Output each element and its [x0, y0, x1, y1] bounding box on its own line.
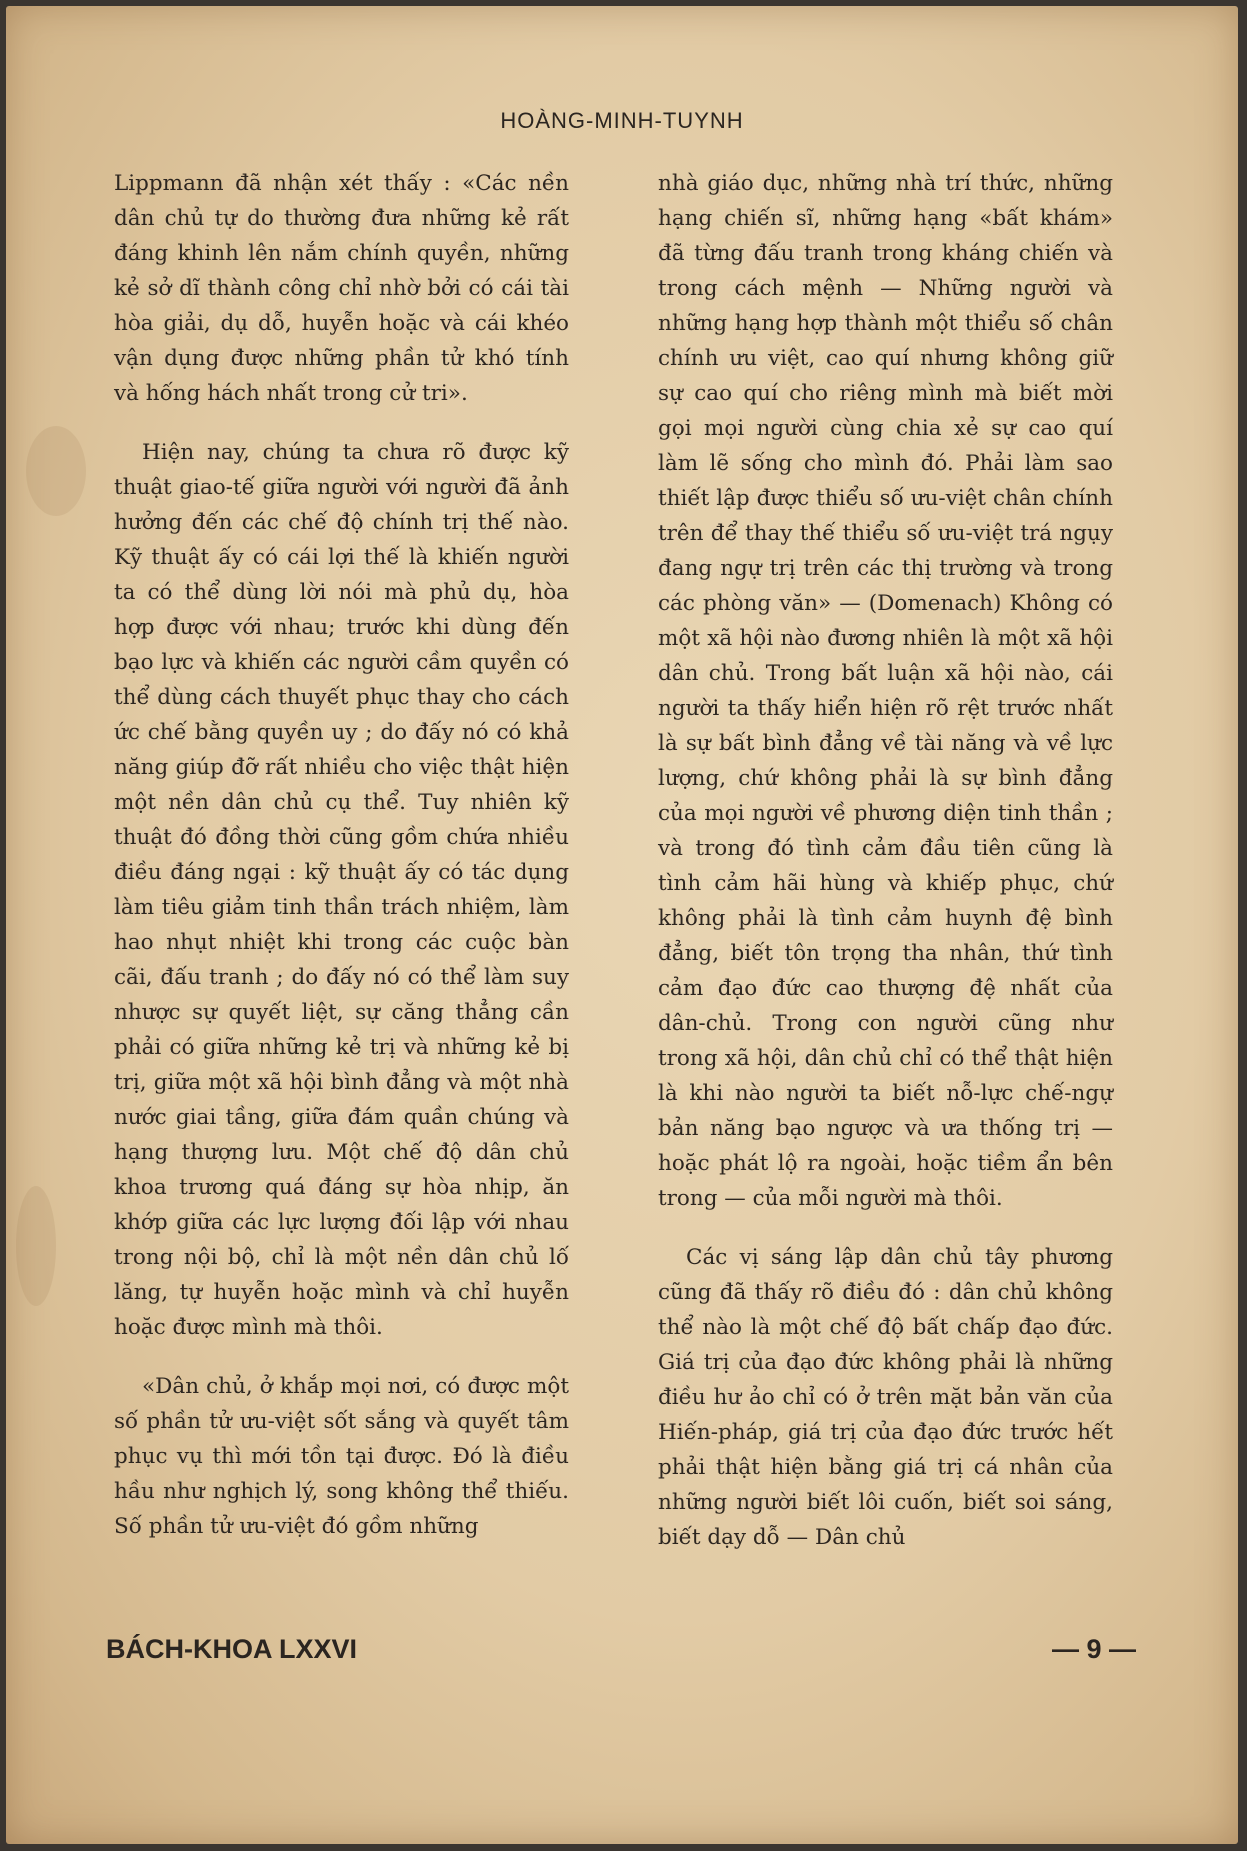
publication-footer: BÁCH-KHOA LXXVI: [106, 1634, 358, 1664]
right-column: [658, 166, 1113, 1579]
magazine-page: [6, 6, 1238, 1844]
running-header: HOÀNG-MINH-TUYNH: [500, 108, 744, 133]
paragraph: Các vị sáng lập dân chủ tây phương cũng đã thấy rõ điều đó : dân chủ không thể nào là một chế độ bất chấp đạo đức. Giá trị của đạo đức không phải là những điều hư ảo chỉ có ở trên mặt bản văn của Hiến-pháp, giá trị của đạo đức trước hết phải thật hiện bằng giá trị cá nhân của những người biết lôi cuốn, biết soi sáng, biết dạy dỗ — Dân chủ: [658, 1245, 1113, 1550]
paragraph: nhà giáo dục, những nhà trí thức, những hạng chiến sĩ, những hạng «bất khám» đã từng đấu tranh trong kháng chiến và trong cách mệnh — Những người và những hạng hợp thành một thiểu số chân chính ưu việt, cao quí nhưng không giữ sự cao quí cho riêng mình mà biết mời gọi mọi người cùng chia xẻ sự cao quí làm lẽ sống cho mình đó. Phải làm sao thiết lập được thiểu số ưu-việt chân chính trên để thay thế thiểu số ưu-việt trá ngụy đang ngự trị trên các thị trường và trong các phòng văn» — (Domenach) Không có một xã hội nào đương nhiên là một xã hội dân chủ. Trong bất luận xã hội nào, cái người ta thấy hiển hiện rõ rệt trước nhất là sự bất bình đẳng về tài năng và về lực lượng, chứ không phải là sự bình đẳng của mọi người về phương diện tinh thần ; và trong đó tình cảm đầu tiên cũng là tình cảm hãi hùng và khiếp phục, chứ không phải là tình cảm huynh đệ bình đẳng, biết tôn trọng tha nhân, thứ tình cảm đạo đức cao thượng đệ nhất của dân-chủ. Trong con người cũng như trong xã hội, dân chủ chỉ có thể thật hiện là khi nào người ta biết nỗ-lực chế-ngự bản năng bạo ngược và ưa thống trị — hoặc phát lộ ra ngoài, hoặc tiềm ẩn bên trong — của mỗi người mà thôi.: [658, 171, 1113, 1211]
paragraph: Lippmann đã nhận xét thấy : «Các nền dân chủ tự do thường đưa những kẻ rất đáng khinh lên nắm chính quyền, những kẻ sở dĩ thành công chỉ nhờ bởi có cái tài hòa giải, dụ dỗ, huyễn hoặc và cái khéo vận dụng được những phần tử khó tính và hống hách nhất trong cử tri».: [114, 171, 569, 406]
paper-stain: [16, 1186, 56, 1306]
paper-stain: [26, 426, 86, 516]
left-column: [114, 166, 569, 1568]
paragraph: Hiện nay, chúng ta chưa rõ được kỹ thuật giao-tế giữa người với người đã ảnh hưởng đến các chế độ chính trị thế nào. Kỹ thuật ấy có cái lợi thế là khiến người ta có thể dùng lời nói mà phủ dụ, hòa hợp được với nhau; trước khi dùng đến bạo lực và khiến các người cầm quyền có thể dùng cách thuyết phục thay cho cách ức chế bằng quyền uy ; do đấy nó có khả năng giúp đỡ rất nhiều cho việc thật hiện một nền dân chủ cụ thể. Tuy nhiên kỹ thuật đó đồng thời cũng gồm chứa nhiều điều đáng ngại : kỹ thuật ấy có tác dụng làm tiêu giảm tinh thần trách nhiệm, làm hao nhụt nhiệt khi trong các cuộc bàn cãi, đấu tranh ; do đấy nó có thể làm suy nhược sự quyết liệt, sự căng thẳng cần phải có giữa những kẻ trị và những kẻ bị trị, giữa một xã hội bình đẳng và một nhà nước giai tầng, giữa đám quần chúng và hạng thượng lưu. Một chế độ dân chủ khoa trương quá đáng sự hòa nhịp, ăn khớp giữa các lực lượng đối lập với nhau trong nội bộ, chỉ là một nền dân chủ lố lăng, tự huyễn hoặc mình và chỉ huyễn hoặc được mình mà thôi.: [114, 440, 569, 1340]
paragraph: «Dân chủ, ở khắp mọi nơi, có được một số phần tử ưu-việt sốt sắng và quyết tâm phục vụ thì mới tồn tại được. Đó là điều hầu như nghịch lý, song không thể thiếu. Số phần tử ưu-việt đó gồm những: [114, 1374, 569, 1539]
page-number: — 9 —: [1052, 1634, 1137, 1664]
